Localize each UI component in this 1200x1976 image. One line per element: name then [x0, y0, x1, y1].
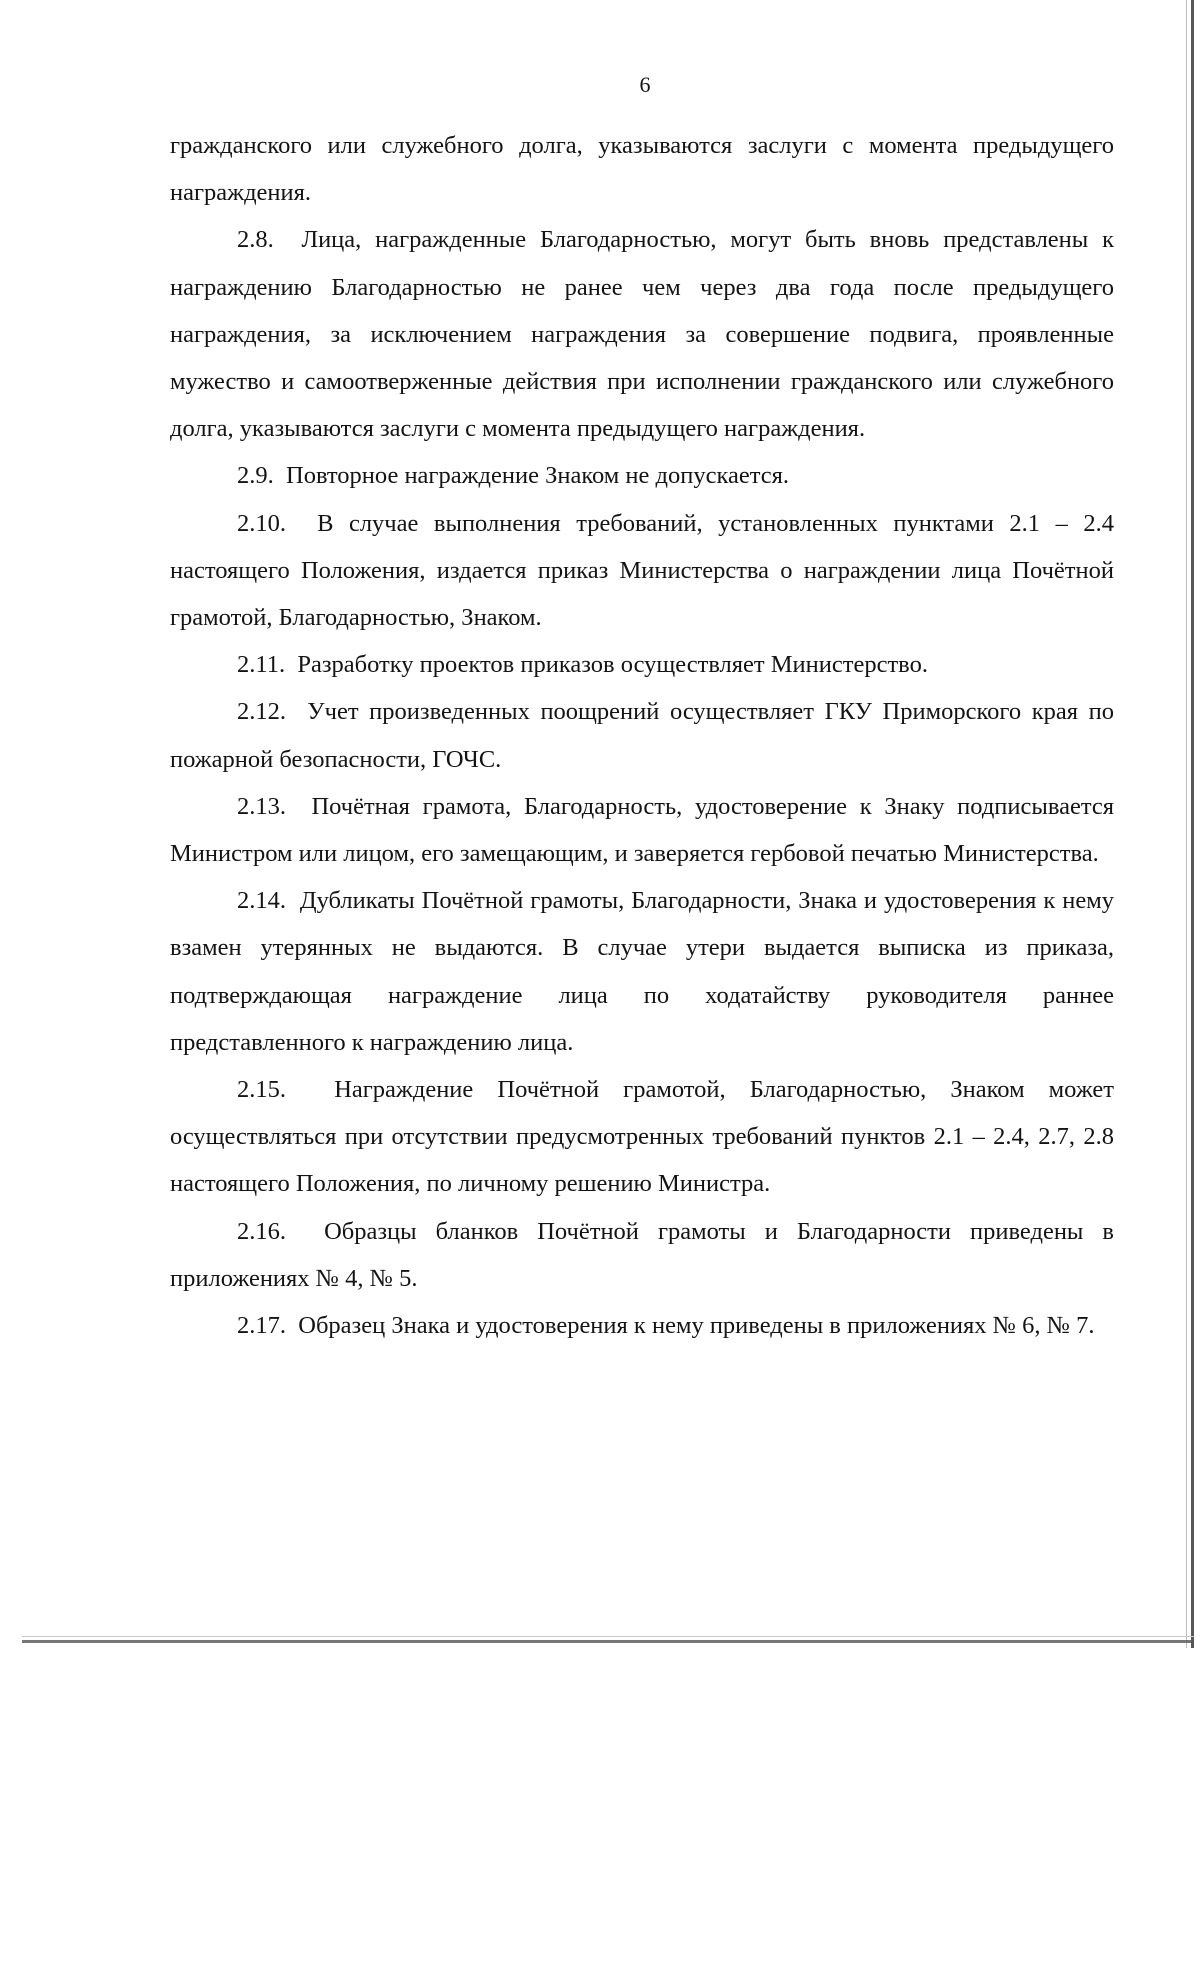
paragraph-text: гражданского или служебного долга, указываются заслуги с момента предыдущего награждения. — [170, 132, 1114, 207]
paragraph-continuation — [170, 122, 1114, 216]
scan-edge-bottom — [22, 1640, 1194, 1643]
document-body — [170, 122, 1114, 1349]
paragraph-text: Лица, награжденные Благодарностью, могут быть вновь представлены к награждению Благодарностью не ранее чем через два года после предыдущего награждения, за исключением награждения за совершение подвига, проявленные мужество и самоотверженные действия при исполнении гражданского или служебного долга, указываются заслуги с момента предыдущего награждения. — [170, 226, 1114, 443]
paragraph-2-14 — [170, 877, 1114, 1066]
paragraph-2-9 — [170, 452, 1114, 499]
paragraph-2-15 — [170, 1066, 1114, 1208]
paragraph-text: Образцы бланков Почётной грамоты и Благодарности приведены в приложениях № 4, № 5. — [170, 1217, 1115, 1292]
paragraph-text: Дубликаты Почётной грамоты, Благодарности, Знака и удостоверения к нему взамен утерянных не выдаются. В случае утери выдается выписка из приказа, подтверждающая награждение лица по ходатайству руководителя раннее представленного к награждению лица. — [170, 887, 1115, 1056]
paragraph-2-13 — [170, 783, 1114, 877]
paragraph-text: Образец Знака и удостоверения к нему приведены в приложениях № 6, № 7. — [298, 1312, 1095, 1340]
paragraph-number: 2.10. — [237, 509, 286, 537]
paragraph-number: 2.8. — [237, 226, 274, 254]
paragraph-2-17 — [170, 1302, 1114, 1349]
paragraph-number: 2.11. — [237, 651, 286, 679]
paragraph-text: Повторное награждение Знаком не допускается. — [286, 462, 790, 490]
paragraph-text: Награждение Почётной грамотой, Благодарностью, Знаком может осуществляться при отсутствии предусмотренных требований пунктов 2.1 – 2.4, 2.7, 2.8 настоящего Положения, по личному решению Министра. — [170, 1076, 1115, 1198]
scan-edge-right-shadow — [1186, 0, 1187, 1648]
paragraph-2-11 — [170, 641, 1114, 688]
scan-edge-right — [1191, 0, 1194, 1648]
scan-edge-bottom-shadow — [22, 1636, 1194, 1637]
page-number: 6 — [639, 72, 651, 97]
paragraph-text: Разработку проектов приказов осуществляет Министерство. — [297, 651, 928, 679]
paragraph-2-16 — [170, 1208, 1114, 1302]
paragraph-number: 2.17. — [237, 1312, 286, 1340]
paragraph-text: Почётная грамота, Благодарность, удостоверение к Знаку подписывается Министром или лицом, его замещающим, и заверяется гербовой печатью Министерства. — [170, 792, 1114, 868]
paragraph-2-10 — [170, 500, 1114, 642]
paragraph-2-8 — [170, 216, 1114, 452]
paragraph-number: 2.9. — [237, 462, 274, 490]
paragraph-number: 2.14. — [237, 887, 286, 915]
paragraph-number: 2.16. — [237, 1217, 286, 1245]
paragraph-text: Учет произведенных поощрений осуществляет ГКУ Приморского края по пожарной безопасности, ГОЧС. — [170, 698, 1115, 773]
paragraph-number: 2.15. — [237, 1076, 286, 1104]
paragraph-text: В случае выполнения требований, установленных пунктами 2.1 – 2.4 настоящего Положения, издается приказ Министерства о награждении лица Почётной грамотой, Благодарностью, Знаком. — [170, 509, 1115, 632]
paragraph-2-12 — [170, 688, 1114, 782]
paragraph-number: 2.13. — [237, 792, 286, 820]
paragraph-number: 2.12. — [237, 698, 286, 726]
